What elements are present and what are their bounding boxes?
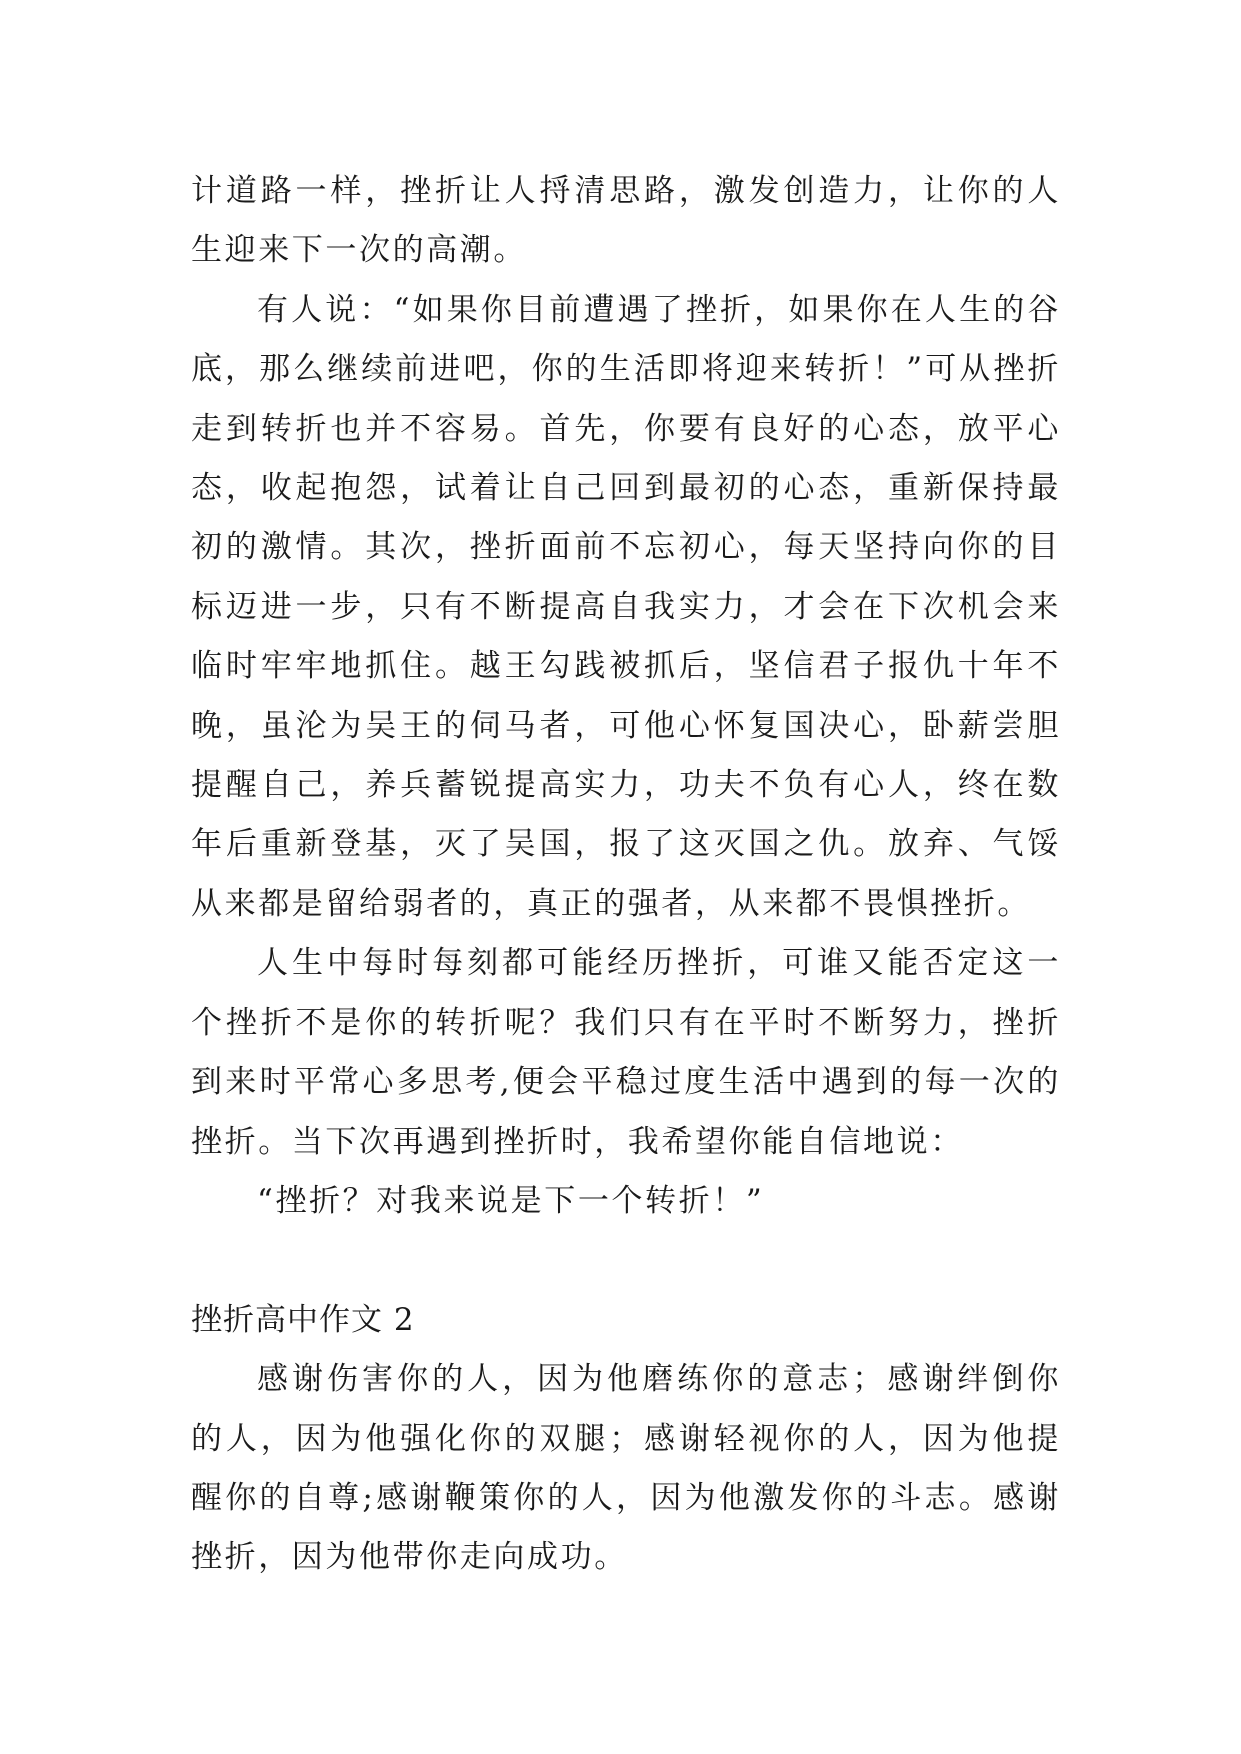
blank-line xyxy=(191,1231,1061,1290)
paragraph-quote-advice: 有人说：“如果你目前遭遇了挫折，如果你在人生的谷底，那么继续前进吧，你的生活即将迎来转折！”可从挫折走到转折也并不容易。首先，你要有良好的心态，放平心态，收起抱怨，试着让自己回到最初的心态，重新保持最初的激情。其次，挫折面前不忘初心，每天坚持向你的目标迈进一步，只有不断提高自我实力，才会在下次机会来临时牢牢地抓住。越王勾践被抓后，坚信君子报仇十年不晚，虽沦为吴王的伺马者，可他心怀复国决心，卧薪尝胆提醒自己，养兵蓄锐提高实力，功夫不负有心人，终在数年后重新登基，灭了吴国，报了这灭国之仇。放弃、气馁从来都是留给弱者的，真正的强者，从来都不畏惧挫折。 xyxy=(191,291,1061,922)
paragraph-conclusion: 人生中每时每刻都可能经历挫折，可谁又能否定这一个挫折不是你的转折呢？我们只有在平时不断努力，挫折到来时平常心多思考,便会平稳过度生活中遇到的每一次的挫折。当下次再遇到挫折时，我希望你能自信地说： xyxy=(191,945,1061,1160)
paragraph-continuation: 计道路一样，挫折让人捋清思路，激发创造力，让你的人生迎来下一次的高潮。 xyxy=(191,173,1061,269)
document-body xyxy=(191,162,1061,1588)
paragraph-gratitude: 感谢伤害你的人，因为他磨练你的意志；感谢绊倒你的人，因为他强化你的双腿；感谢轻视你的人，因为他提醒你的自尊;感谢鞭策你的人，因为他激发你的斗志。感谢挫折，因为他带你走向成功。 xyxy=(191,1361,1061,1576)
essay-heading: 挫折高中作文 2 xyxy=(191,1301,415,1338)
closing-quote: “挫折？对我来说是下一个转折！” xyxy=(257,1182,765,1219)
